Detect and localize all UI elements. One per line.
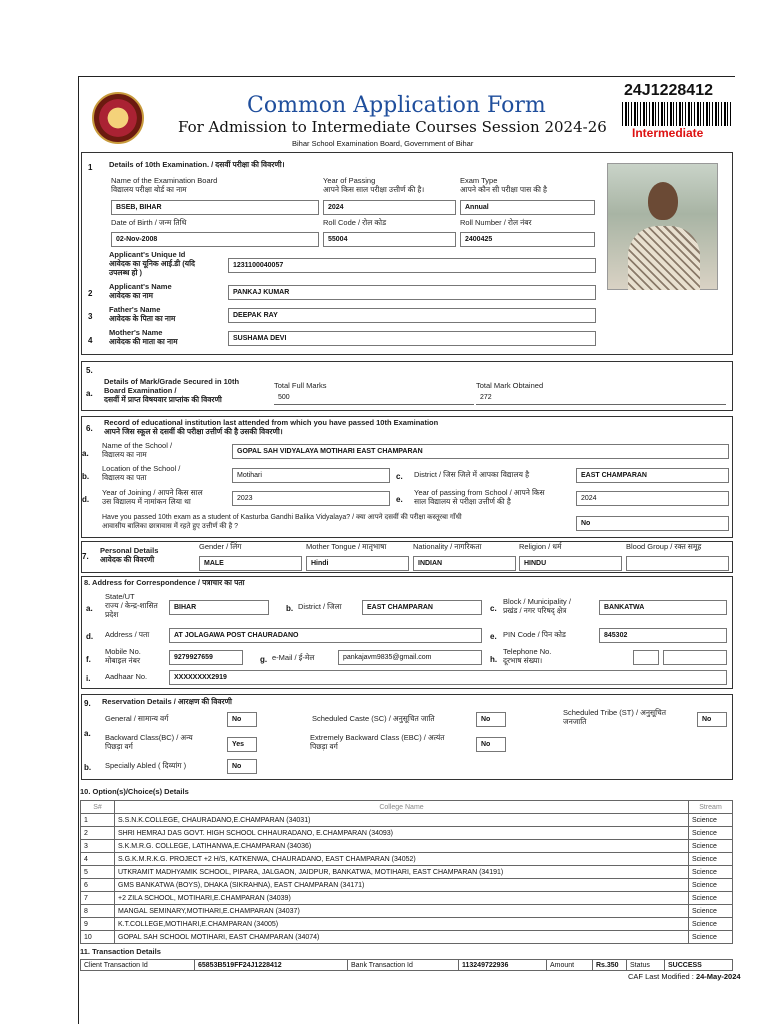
religion-label: Religion / धर्म <box>519 542 562 551</box>
year-label: Year of Passing <box>323 176 376 185</box>
school-heading-hindi: आपने जिस स्कूल से दसवीं की परीक्षा उत्तीर्ण की है उसकी विवरणी। <box>104 427 283 436</box>
row-stream: Science <box>689 827 733 840</box>
school-location-label: Location of the School / <box>102 464 181 473</box>
father-name-label-hindi: आवेदक के पिता का नाम <box>109 314 176 323</box>
sub-letter: b. <box>286 604 294 613</box>
section-number: 7. <box>82 552 89 561</box>
table-row <box>81 827 733 840</box>
pass-year-label-hindi: साल विद्यालय से परीक्षा उत्तीर्ण की है <box>414 497 511 506</box>
section-number: 5. <box>86 366 93 375</box>
table-row <box>81 918 733 931</box>
father-name-label: Father's Name <box>109 305 161 314</box>
board-label-hindi: विद्यालय परीक्षा बोर्ड का नाम <box>111 185 187 194</box>
client-txn-value: 65853B519FF24J1228412 <box>195 960 348 971</box>
bseb-logo <box>92 92 144 144</box>
row-sno: 3 <box>81 840 115 853</box>
join-year-field[interactable]: 2023 <box>232 491 390 506</box>
table-row <box>81 814 733 827</box>
bank-txn-value: 113249722936 <box>459 960 547 971</box>
row-sno: 4 <box>81 853 115 866</box>
sub-letter: g. <box>260 655 268 664</box>
section-number: 1 <box>88 163 93 172</box>
amount-label: Amount <box>547 960 593 971</box>
client-txn-label: Client Transaction Id <box>81 960 195 971</box>
bc-label-hindi: पिछड़ा वर्ग <box>105 742 133 751</box>
row-stream: Science <box>689 931 733 944</box>
email-label: e-Mail / ई-मेल <box>272 653 315 662</box>
row-college: S.K.M.R.G. COLLEGE, LATIHANWA,E.CHAMPARAN (34036) <box>115 840 689 853</box>
religion-field[interactable]: HINDU <box>519 556 622 571</box>
table-header-row <box>81 801 733 814</box>
last-modified <box>628 972 741 981</box>
email-field[interactable]: pankajavm9835@gmail.com <box>338 650 482 665</box>
transaction-heading: 11. Transaction Details <box>80 947 161 956</box>
application-number: 24J1228412 <box>624 82 713 99</box>
row-stream: Science <box>689 918 733 931</box>
ebc-field[interactable]: No <box>476 737 506 752</box>
state-label: State/UT <box>105 592 135 601</box>
general-field[interactable]: No <box>227 712 257 727</box>
course-badge: Intermediate <box>632 126 704 140</box>
options-heading: 10. Option(s)/Choice(s) Details <box>80 787 189 796</box>
row-stream: Science <box>689 892 733 905</box>
row-college: S.G.K.M.R.K.G. PROJECT +2 H/S, KATKENWA, CHAURADANO, EAST CHAMPARAN (34052) <box>115 853 689 866</box>
roll-code-field[interactable]: 55004 <box>323 232 456 247</box>
marks-label-2: Board Examination / <box>104 386 177 395</box>
school-name-label: Name of the School / <box>102 441 173 450</box>
uid-field[interactable]: 1231100040057 <box>228 258 596 273</box>
sc-field[interactable]: No <box>476 712 506 727</box>
table-row <box>81 892 733 905</box>
telephone-number-field[interactable] <box>663 650 727 665</box>
sub-letter: e. <box>396 495 403 504</box>
school-name-field[interactable]: GOPAL SAH VIDYALAYA MOTIHARI EAST CHAMPARAN <box>232 444 729 459</box>
row-college: S.S.N.K.COLLEGE, CHAURADANO,E.CHAMPARAN (34031) <box>115 814 689 827</box>
applicant-photo <box>607 163 718 290</box>
row-college: K.T.COLLEGE,MOTIHARI,E.CHAMPARAN (34005) <box>115 918 689 931</box>
row-stream: Science <box>689 905 733 918</box>
father-name-field[interactable]: DEEPAK RAY <box>228 308 596 323</box>
address-field[interactable]: AT JOLAGAWA POST CHAURADANO <box>169 628 482 643</box>
table-row <box>81 866 733 879</box>
table-row <box>81 840 733 853</box>
table-row <box>81 905 733 918</box>
school-location-field[interactable]: Motihari <box>232 468 390 483</box>
last-modified-value: 24-May-2024 <box>695 972 741 981</box>
section-number: 3 <box>88 312 93 321</box>
exam-type-field[interactable]: Annual <box>460 200 595 215</box>
uid-label-hindi: आवेदक का यूनिक आई.डी (यदि <box>109 259 195 268</box>
last-modified-label: CAF Last Modified : <box>628 972 694 981</box>
personal-label-hindi: आवेदक की विवरणी <box>100 555 155 564</box>
section-number: 6. <box>86 424 93 433</box>
row-college: +2 ZILA SCHOOL, MOTIHARI,E.CHAMPARAN (34039) <box>115 892 689 905</box>
mobile-label: Mobile No. <box>105 647 141 656</box>
applicant-name-label-hindi: आवेदक का नाम <box>109 291 154 300</box>
row-stream: Science <box>689 853 733 866</box>
form-subtitle: For Admission to Intermediate Courses Session 2024-26 <box>178 118 607 136</box>
join-year-label: Year of Joining / आपने किस साल <box>102 488 203 497</box>
col-sno-header: S# <box>81 801 115 814</box>
exam-type-label-hindi: आपने कौन सी परीक्षा पास की है <box>460 185 548 194</box>
total-obtained-field[interactable]: 272 <box>476 392 726 405</box>
total-obtained-label: Total Mark Obtained <box>476 381 544 390</box>
telephone-std-field[interactable] <box>633 650 659 665</box>
marks-label-hindi: दसवीं में प्राप्त विषयवार प्राप्तांक की विवरणी <box>104 395 222 404</box>
roll-number-label: Roll Number / रोल नंबर <box>460 218 532 227</box>
exam-type-label: Exam Type <box>460 176 498 185</box>
transaction-row <box>81 960 733 971</box>
blood-group-field[interactable] <box>626 556 729 571</box>
year-field[interactable]: 2024 <box>323 200 456 215</box>
sub-letter: e. <box>490 632 497 641</box>
mobile-field[interactable]: 9279927659 <box>169 650 243 665</box>
section-number: 4 <box>88 336 93 345</box>
board-field[interactable]: BSEB, BIHAR <box>111 200 319 215</box>
row-sno: 10 <box>81 931 115 944</box>
district-field[interactable]: EAST CHAMPARAN <box>362 600 482 615</box>
sc-label: Scheduled Caste (SC) / अनुसूचित जाति <box>312 714 435 723</box>
mobile-label-hindi: मोबाइल नंबर <box>105 656 141 665</box>
join-year-label-hindi: उस विद्यालय में नामांकन लिया था <box>102 497 191 506</box>
ebc-label-hindi: पिछड़ा वर्ग <box>310 742 338 751</box>
year-label-hindi: आपने किस साल परीक्षा उत्तीर्ण की है। <box>323 185 425 194</box>
st-label-hindi: जनजाति <box>563 717 587 726</box>
photo-body <box>628 226 700 290</box>
sub-letter: a. <box>86 604 93 613</box>
kgbv-question-hindi: आवासीय बालिका छात्रावास में रहते हुए उत्तीर्ण की है ? <box>102 523 239 530</box>
mother-name-field[interactable]: SUSHAMA DEVI <box>228 331 596 346</box>
reservation-heading: Reservation Details / आरक्षण की विवरणी <box>102 697 232 706</box>
row-sno: 2 <box>81 827 115 840</box>
bc-field[interactable]: Yes <box>227 737 257 752</box>
general-label: General / सामान्य वर्ग <box>105 714 169 723</box>
total-full-marks-label: Total Full Marks <box>274 381 327 390</box>
sub-letter: h. <box>490 655 498 664</box>
district-label: District / जिला <box>298 602 342 611</box>
row-sno: 6 <box>81 879 115 892</box>
nationality-label: Nationality / नागरिकता <box>413 542 482 551</box>
kgbv-field[interactable]: No <box>576 516 729 531</box>
section-number: 9. <box>84 699 91 708</box>
telephone-label: Telephone No. <box>503 647 552 656</box>
options-table <box>80 800 733 944</box>
pin-label: PIN Code / पिन कोड <box>503 630 566 639</box>
row-stream: Science <box>689 840 733 853</box>
state-label-hindi-2: प्रदेश <box>105 610 119 619</box>
row-stream: Science <box>689 814 733 827</box>
st-field[interactable]: No <box>697 712 727 727</box>
table-row <box>81 931 733 944</box>
mother-name-label-hindi: आवेदक की माता का नाम <box>109 337 178 346</box>
row-college: GOPAL SAH SCHOOL MOTIHARI, EAST CHAMPARAN (34074) <box>115 931 689 944</box>
gender-field[interactable]: MALE <box>199 556 302 571</box>
form-title: Common Application Form <box>247 93 546 118</box>
sub-letter: a. <box>82 449 89 458</box>
row-sno: 7 <box>81 892 115 905</box>
section-number: 2 <box>88 289 93 298</box>
row-sno: 1 <box>81 814 115 827</box>
disabled-label: Specially Abled ( दिव्यांग ) <box>105 761 187 770</box>
status-label: Status <box>627 960 665 971</box>
board-name: Bihar School Examination Board, Government of Bihar <box>292 139 474 148</box>
address-label: Address / पता <box>105 630 150 639</box>
sub-letter: c. <box>396 472 403 481</box>
col-stream-header: Stream <box>689 801 733 814</box>
row-sno: 8 <box>81 905 115 918</box>
block-label-hindi: प्रखंड / नगर परिषद् क्षेत्र <box>503 606 567 615</box>
ebc-label: Extremely Backward Class (EBC) / अत्यंत <box>310 733 445 742</box>
sub-letter: b. <box>82 472 90 481</box>
transaction-table <box>80 959 733 971</box>
disabled-field[interactable]: No <box>227 759 257 774</box>
col-college-header: College Name <box>115 801 689 814</box>
sub-letter: d. <box>86 632 94 641</box>
sub-letter: a. <box>86 389 93 398</box>
row-sno: 5 <box>81 866 115 879</box>
sub-letter: f. <box>86 655 91 664</box>
nationality-field[interactable]: INDIAN <box>413 556 516 571</box>
telephone-label-hindi: दूरभाष संख्या। <box>503 656 543 665</box>
address-heading: 8. Address for Correspondence / पत्राचार का पता <box>84 578 245 587</box>
amount-value: Rs.350 <box>593 960 627 971</box>
section-heading: Details of 10th Examination. / दसवीं परीक्षा की विवरणी। <box>109 160 285 169</box>
pass-year-label: Year of passing from School / आपने किस <box>414 488 545 497</box>
row-sno: 9 <box>81 918 115 931</box>
dob-field[interactable]: 02-Nov-2008 <box>111 232 319 247</box>
pass-year-field[interactable]: 2024 <box>576 491 729 506</box>
mother-tongue-label: Mother Tongue / मातृभाषा <box>306 542 387 551</box>
state-label-hindi: राज्य / केन्द्र-शासित <box>105 601 158 610</box>
board-label: Name of the Examination Board <box>111 176 218 185</box>
row-college: SHRI HEMRAJ DAS GOVT. HIGH SCHOOL CHHAURADANO, E.CHAMPARAN (34093) <box>115 827 689 840</box>
total-full-marks-field[interactable]: 500 <box>274 392 474 405</box>
st-label: Scheduled Tribe (ST) / अनुसूचित <box>563 708 667 717</box>
photo-head <box>648 182 678 220</box>
school-heading: Record of educational institution last attended from which you have passed 10th Examination <box>104 418 439 427</box>
bc-label: Backward Class(BC) / अन्य <box>105 733 193 742</box>
sub-letter: b. <box>84 763 92 772</box>
school-name-label-hindi: विद्यालय का नाम <box>102 450 147 459</box>
roll-code-label: Roll Code / रोल कोड <box>323 218 387 227</box>
table-row <box>81 853 733 866</box>
school-location-label-hindi: विद्यालय का पता <box>102 473 147 482</box>
bank-txn-label: Bank Transaction Id <box>348 960 459 971</box>
roll-number-field[interactable]: 2400425 <box>460 232 595 247</box>
row-college: GMS BANKATWA (BOYS), DHAKA (SIKRAHNA), EAST CHAMPARAN (34171) <box>115 879 689 892</box>
personal-label: Personal Details <box>100 546 159 555</box>
status-value: SUCCESS <box>665 960 733 971</box>
sub-letter: c. <box>490 604 497 613</box>
row-stream: Science <box>689 866 733 879</box>
gender-label: Gender / लिंग <box>199 542 242 551</box>
sub-letter: d. <box>82 495 90 504</box>
state-field[interactable]: BIHAR <box>169 600 269 615</box>
row-college: UTKRAMIT MADHYAMIK SCHOOL, PIPARA, JALGAON, JAIDPUR, BANKATWA, MOTIHARI, EAST CHAMPARAN (34191) <box>115 866 689 879</box>
table-row <box>81 879 733 892</box>
row-stream: Science <box>689 879 733 892</box>
marks-label: Details of Mark/Grade Secured in 10th <box>104 377 240 386</box>
aadhaar-field[interactable]: XXXXXXXX2919 <box>169 670 727 685</box>
barcode <box>622 102 732 126</box>
uid-label: Applicant's Unique Id <box>109 250 186 259</box>
mother-name-label: Mother's Name <box>109 328 163 337</box>
uid-label-hindi-2: उपलब्ध हो ) <box>109 268 143 277</box>
school-district-field[interactable]: EAST CHAMPARAN <box>576 468 729 483</box>
block-field[interactable]: BANKATWA <box>599 600 727 615</box>
kgbv-question: Have you passed 10th exam as a student of Kasturba Gandhi Balika Vidyalaya? / क्या आपने दसवीं की परीक्षा कस्तूरबा गाँधी <box>102 514 462 521</box>
row-college: MANGAL SEMINARY,MOTIHARI,E.CHAMPARAN (34037) <box>115 905 689 918</box>
dob-label: Date of Birth / जन्म तिथि <box>111 218 187 227</box>
applicant-name-label: Applicant's Name <box>109 282 172 291</box>
school-district-label: District / जिस जिले में आपका विद्यालय है <box>414 470 530 479</box>
applicant-name-field[interactable]: PANKAJ KUMAR <box>228 285 596 300</box>
pin-field[interactable]: 845302 <box>599 628 727 643</box>
mother-tongue-field[interactable]: Hindi <box>306 556 409 571</box>
aadhaar-label: Aadhaar No. <box>105 672 148 681</box>
blood-group-label: Blood Group / रक्त समूह <box>626 542 702 551</box>
sub-letter: a. <box>84 729 91 738</box>
block-label: Block / Municipality / <box>503 597 571 606</box>
sub-letter: i. <box>86 674 91 683</box>
